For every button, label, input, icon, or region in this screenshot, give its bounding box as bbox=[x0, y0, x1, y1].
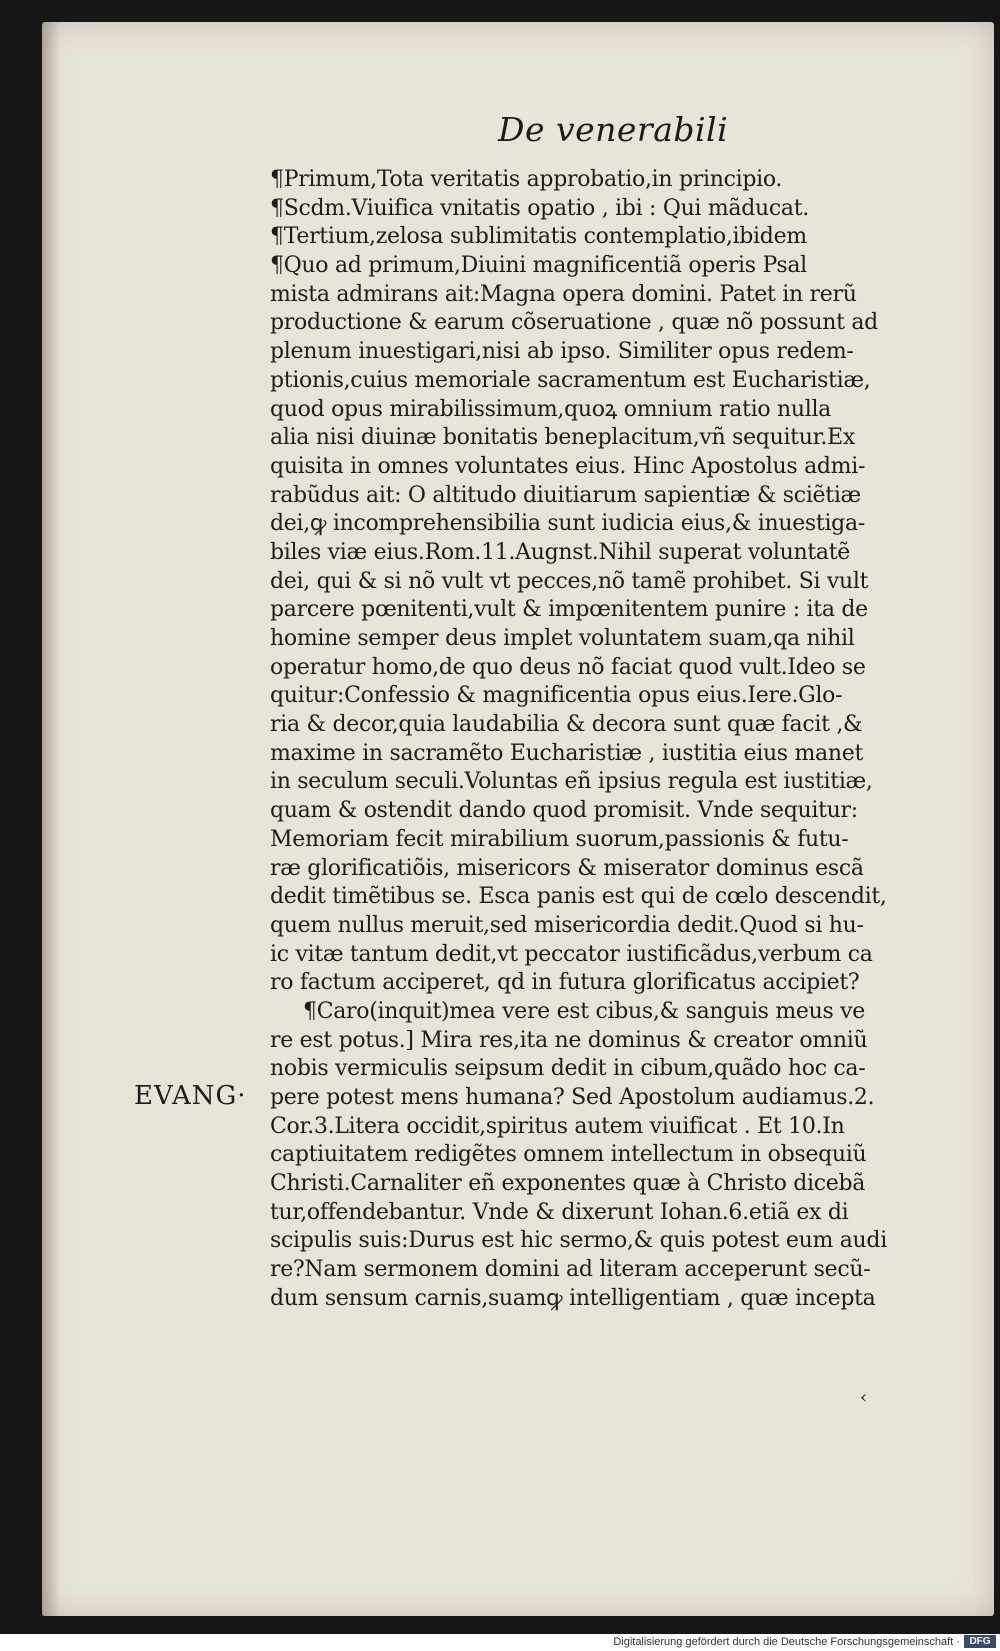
text-line: maxime in sacramẽto Eucharistiæ , iustitia eius manet bbox=[270, 740, 864, 766]
text-line: dedit timẽtibus se. Esca panis est qui de cœlo descendit, bbox=[270, 884, 887, 910]
text-line: ria & decor,quia laudabilia & decora sunt quæ facit ,& bbox=[270, 712, 863, 738]
signature-mark: ‹ bbox=[860, 1387, 868, 1408]
text-line: ro factum acciperet, qd in futura glorificatus accipiet? bbox=[270, 970, 860, 996]
text-line: Christi.Carnaliter eñ exponentes quæ à Christo dicebã bbox=[270, 1171, 866, 1197]
text-line: ¶Caro(inquit)mea vere est cibus,& sanguis meus ve bbox=[303, 998, 866, 1024]
text-line: operatur homo,de quo deus nõ faciat quod vult.Ideo se bbox=[270, 654, 866, 680]
text-line: tur,offendebantur. Vnde & dixerunt Iohan.6.etiã ex di bbox=[270, 1199, 849, 1225]
text-line: re est potus.] Mira res,ita ne dominus & creator omniũ bbox=[270, 1027, 868, 1053]
text-line: ¶Primum,Tota veritatis approbatio,in principio. bbox=[270, 167, 783, 192]
text-line: nobis vermiculis seipsum dedit in cibum,quãdo hoc ca- bbox=[270, 1056, 866, 1082]
text-line: ræ glorificatiõis, misericors & miserator dominus escã bbox=[270, 855, 864, 881]
text-line: ic vitæ tantum dedit,vt peccator iustificãdus,verbum ca bbox=[270, 941, 873, 967]
text-line: pere potest mens humana? Sed Apostolum audiamus.2. bbox=[270, 1085, 875, 1110]
text-line: ptionis,cuius memoriale sacramentum est Eucharistiæ, bbox=[270, 367, 871, 393]
text-line: mista admirans ait:Magna opera domini. Patet in rerũ bbox=[270, 281, 857, 307]
text-line: quem nullus meruit,sed misericordia dedit.Quod si hu- bbox=[270, 912, 864, 938]
text-line: ¶Scdm.Viuifica vnitatis opatio , ibi : Qui mãducat. bbox=[270, 195, 809, 221]
body-text bbox=[270, 166, 950, 1314]
text-line: plenum inuestigari,nisi ab ipso. Similiter opus redem- bbox=[270, 339, 854, 365]
text-line: ¶Tertium,zelosa sublimitatis contemplatio,ibidem bbox=[270, 224, 807, 250]
text-line: ¶Quo ad primum,Diuini magnificentiã operis Psal bbox=[270, 253, 807, 279]
page-gutter-shadow bbox=[42, 22, 60, 1616]
text-line: Memoriam fecit mirabilium suorum,passionis & futu- bbox=[270, 826, 849, 852]
text-line: re?Nam sermonem domini ad literam acceperunt secũ- bbox=[270, 1257, 871, 1283]
text-line: Cor.3.Litera occidit,spiritus autem viuificat . Et 10.In bbox=[270, 1113, 845, 1139]
running-head: De venerabili bbox=[498, 110, 729, 149]
margin-note: EVANG· bbox=[134, 1081, 247, 1111]
dfg-logo: DFG bbox=[964, 1635, 996, 1648]
text-line: quisita in omnes voluntates eius. Hinc Apostolus admi- bbox=[270, 453, 866, 479]
text-line: scipulis suis:Durus est hic sermo,& quis potest eum audi bbox=[270, 1228, 887, 1254]
text-line: alia nisi diuinæ bonitatis beneplacitum,vñ sequitur.Ex bbox=[270, 425, 855, 451]
text-line: dei,ꝙ incomprehensibilia sunt iudicia eius,& inuestiga- bbox=[270, 511, 865, 537]
text-line: dum sensum carnis,suamꝙ intelligentiam , quæ incepta bbox=[270, 1285, 876, 1311]
text-line: quam & ostendit dando quod promisit. Vnde sequitur: bbox=[270, 798, 858, 824]
text-line: dei, qui & si nõ vult vt pecces,nõ tamẽ prohibet. Si vult bbox=[270, 568, 869, 594]
text-line: productione & earum cõseruatione , quæ nõ possunt ad bbox=[270, 310, 878, 336]
footer-credit: Digitalisierung gefördert durch die Deutsche Forschungsgemeinschaft · bbox=[613, 1636, 960, 1648]
text-line: quitur:Confessio & magnificentia opus eius.Iere.Glo- bbox=[270, 683, 843, 709]
text-line: captiuitatem redigẽtes omnem intellectum in obsequiũ bbox=[270, 1142, 867, 1168]
text-line: homine semper deus implet voluntatem suam,qa nihil bbox=[270, 626, 855, 651]
text-line: parcere pœnitenti,vult & impœnitentem punire : ita de bbox=[270, 597, 868, 623]
text-line: rabũdus ait: O altitudo diuitiarum sapientiæ & sciẽtiæ bbox=[270, 482, 861, 508]
text-line: quod opus mirabilissimum,quoꝝ omnium ratio nulla bbox=[270, 396, 831, 422]
text-line: in seculum seculi.Voluntas eñ ipsius regula est iustitiæ, bbox=[270, 769, 873, 795]
text-line: biles viæ eius.Rom.11.Augnst.Nihil superat voluntatẽ bbox=[270, 539, 851, 565]
